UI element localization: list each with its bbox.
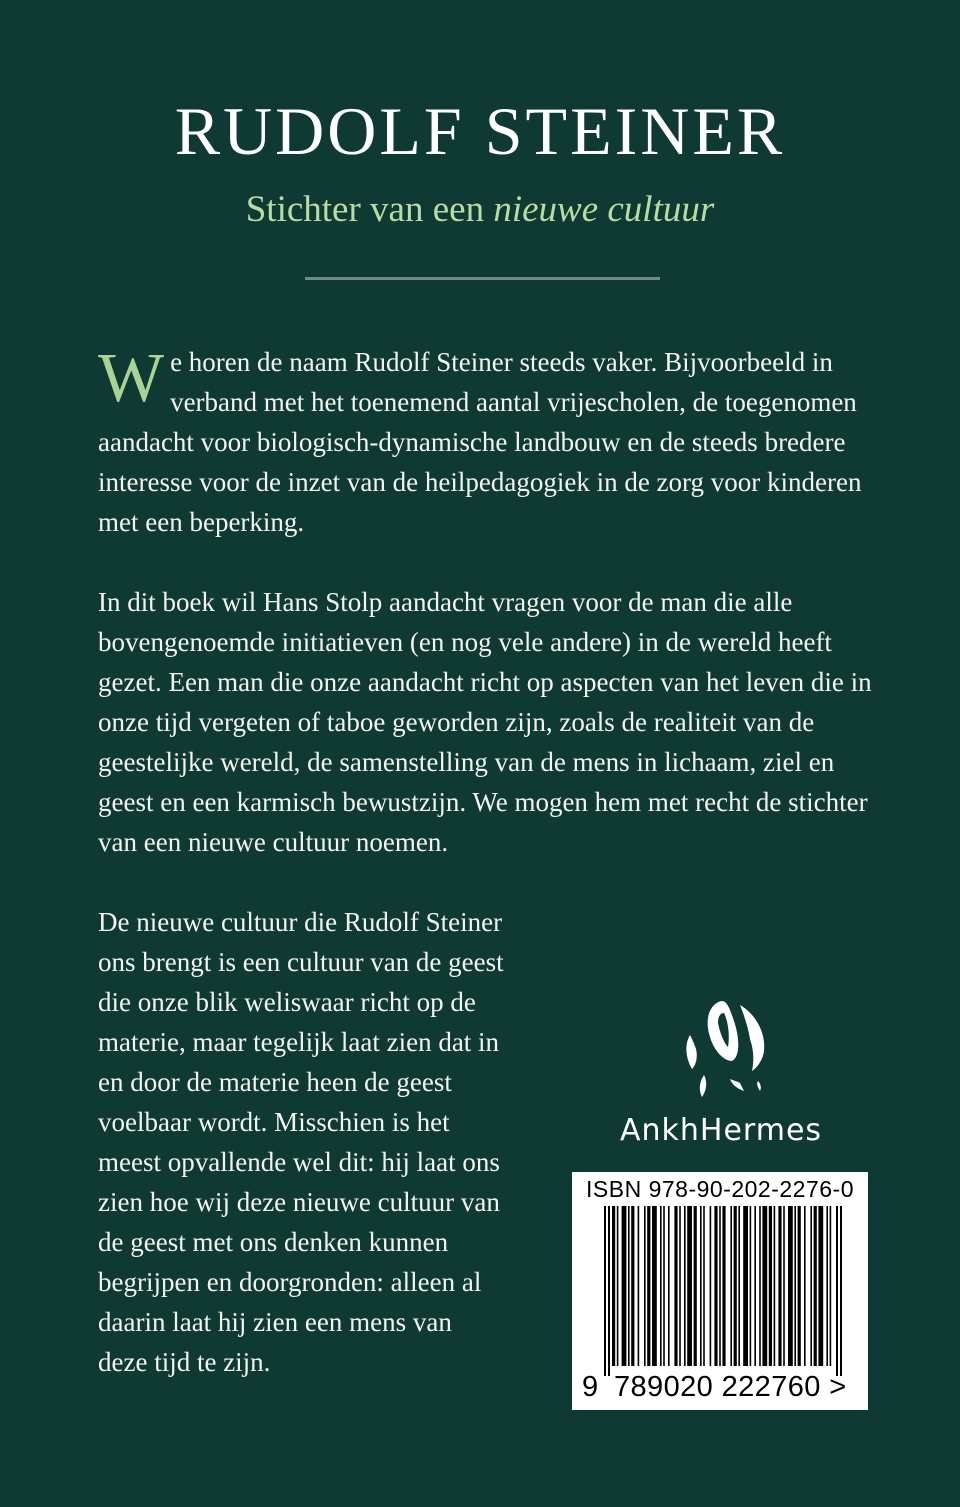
drop-cap: W <box>98 340 165 417</box>
barcode-bar <box>810 1206 812 1366</box>
barcode-bar <box>647 1206 650 1366</box>
paragraph-intro-text: e horen de naam Rudolf Steiner steeds vaker. Bijvoorbeeld in verband met het toenemend aantal vrijescholen, de toegenomen aandacht voor biologisch-dynamische landbouw en de steeds bredere interesse voor de inzet van de heilpedagogiek in de zorg voor kinderen met een beperking. <box>98 347 862 537</box>
barcode-bar <box>783 1206 785 1366</box>
barcode-bar <box>660 1206 662 1366</box>
ean-first-digit: 9 <box>582 1371 599 1403</box>
barcode-bar <box>794 1206 796 1366</box>
barcode-bar <box>762 1206 767 1366</box>
paragraph-intro <box>98 342 873 542</box>
book-subtitle <box>0 188 960 231</box>
subtitle-plain: Stichter van een <box>245 189 494 230</box>
barcode-bar <box>826 1206 828 1366</box>
barcode-bar <box>628 1206 630 1366</box>
barcode-bar <box>710 1206 712 1366</box>
barcode-bar <box>684 1206 686 1366</box>
barcode-bar <box>830 1206 832 1366</box>
barcode-guard-bar <box>608 1206 610 1376</box>
barcode-bar <box>622 1206 627 1366</box>
barcode-bar <box>663 1206 665 1366</box>
barcode-bar <box>703 1206 705 1366</box>
barcode-bar <box>719 1206 721 1366</box>
barcode-bar <box>769 1206 772 1366</box>
barcode-bar <box>734 1206 737 1366</box>
barcode-bar <box>738 1206 740 1366</box>
barcode-bar <box>722 1206 725 1366</box>
isbn-label: ISBN 978-90-202-2276-0 <box>586 1176 854 1202</box>
barcode-bar <box>631 1206 634 1366</box>
barcode-bar <box>694 1206 697 1366</box>
barcode-bar <box>778 1206 781 1366</box>
barcode-bar <box>743 1206 748 1366</box>
barcode-guard-bar <box>840 1206 842 1376</box>
barcode-bar <box>804 1206 806 1366</box>
barcode-bar <box>679 1206 681 1366</box>
ankhhermes-logo-icon <box>680 995 770 1100</box>
barcode-bar <box>644 1206 646 1366</box>
barcode-bar <box>798 1206 801 1366</box>
barcode-bar <box>754 1206 756 1366</box>
publisher-name: AnkhHermes <box>619 1113 823 1148</box>
barcode-bar <box>788 1206 793 1366</box>
barcode-bar <box>730 1206 732 1366</box>
barcode-bar <box>814 1206 817 1366</box>
barcode-bar <box>687 1206 692 1366</box>
ean-digits: 789020 222760 > <box>614 1371 847 1403</box>
barcode-bar <box>668 1206 670 1366</box>
barcode-bar <box>638 1206 640 1366</box>
barcode-bar <box>674 1206 677 1366</box>
barcode-guard-bar <box>836 1206 838 1376</box>
barcode-bar <box>759 1206 761 1366</box>
barcode-bar <box>700 1206 702 1366</box>
barcode-bar <box>774 1206 776 1366</box>
subtitle-italic: nieuwe cultuur <box>493 189 715 230</box>
barcode-bar <box>818 1206 823 1366</box>
barcode-bar <box>714 1206 717 1366</box>
paragraph-third: De nieuwe cultuur die Rudolf Steiner ons brengt is een cultuur van de geest die onze blik weliswaar richt op de materie, maar tegelijk laat zien dat in en door de materie heen de geest voelbaar wordt. Misschien is het meest opvallende wel dit: hij laat ons zien hoe wij deze nieuwe cultuur van de geest met ons denken kunnen begrijpen en doorgronden: alleen al daarin laat hij zien een mens van deze tijd te zijn. <box>98 907 504 1377</box>
isbn-barcode <box>572 1172 868 1410</box>
paragraph-second: In dit boek wil Hans Stolp aandacht vragen voor de man die alle bovengenoemde initiatieven (en nog vele andere) in de wereld heeft gezet. Een man die onze aandacht richt op aspecten van het leven die in onze tijd vergeten of taboe geworden zijn, zoals de realiteit van de geestelijke wereld, de samenstelling van de mens in lichaam, ziel en geest en een karmisch bewustzijn. We mogen hem met recht de stichter van een nieuwe cultuur noemen. <box>98 587 872 857</box>
barcode-bar <box>612 1206 615 1366</box>
barcode-bar <box>750 1206 752 1366</box>
divider-rule <box>305 277 660 280</box>
barcode-bar <box>617 1206 619 1366</box>
barcode-guard-bar <box>604 1206 606 1376</box>
barcode-bar <box>652 1206 657 1366</box>
book-title: RUDOLF STEINER <box>174 93 786 169</box>
